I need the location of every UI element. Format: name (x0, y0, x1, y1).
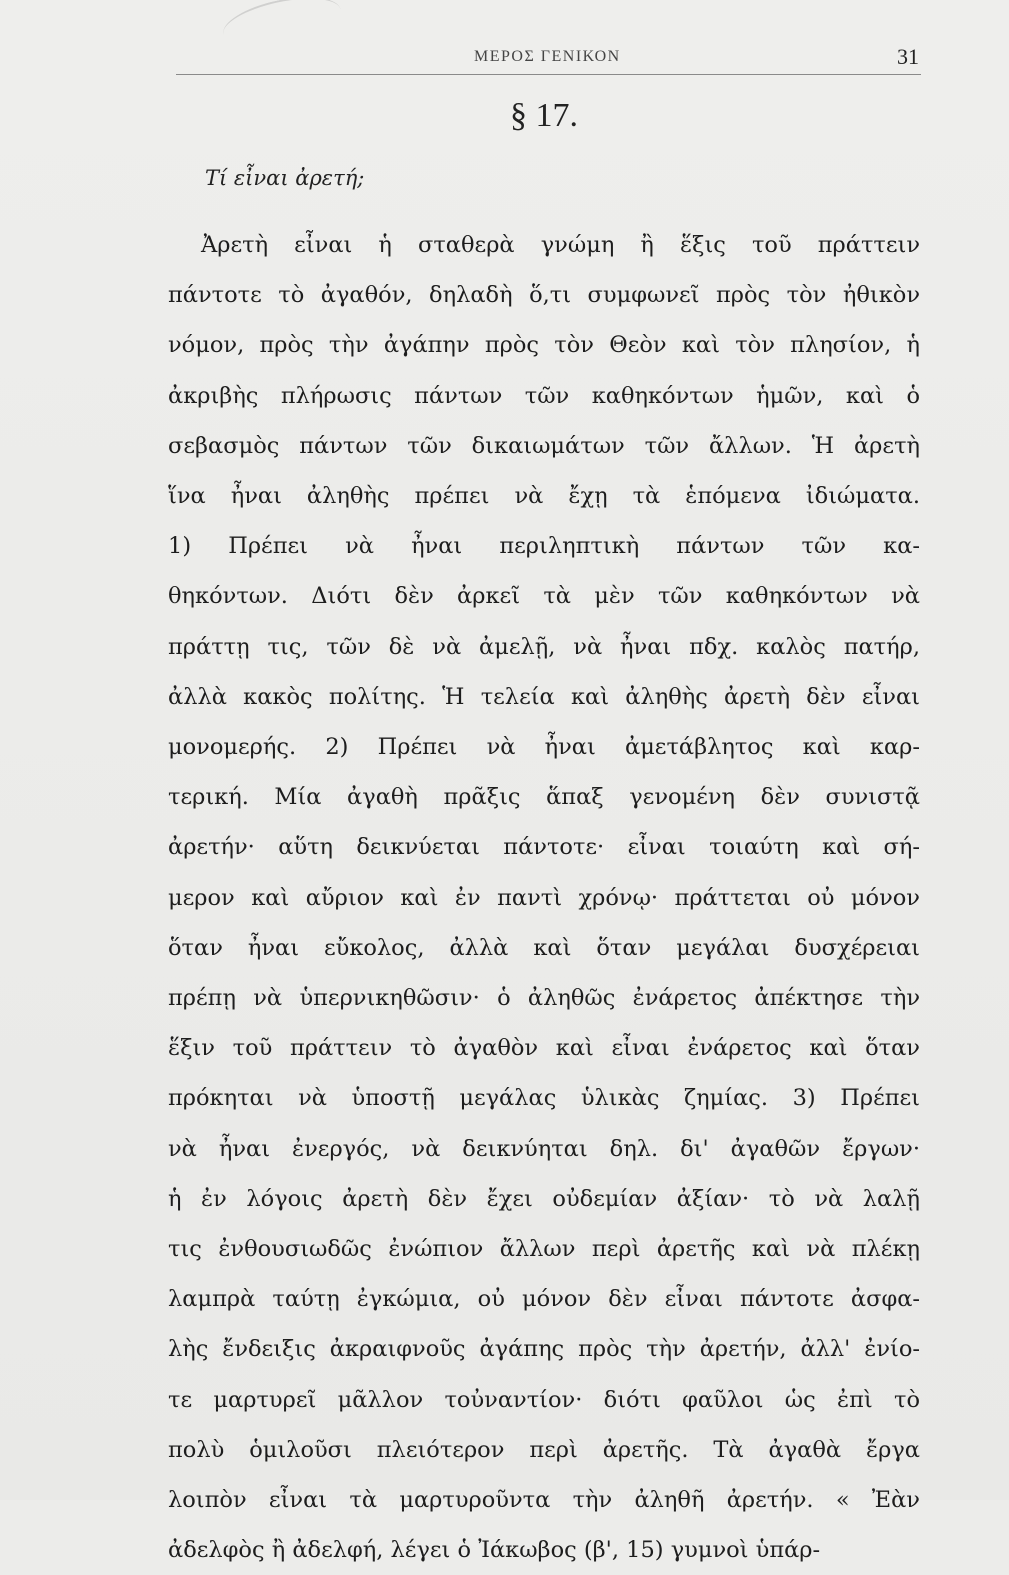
page-number: 31 (897, 44, 919, 69)
text-line: ἀρετήν· αὕτη δεικνύεται πάντοτε· εἶναι τοιαύτη καὶ σή- (168, 834, 920, 861)
text-line: πράττῃ τις, τῶν δὲ νὰ ἀμελῇ, νὰ ἦναι πδχ. καλὸς πατήρ, (168, 633, 920, 660)
section-heading: § 17. (510, 97, 578, 134)
text-line: Ἀρετὴ εἶναι ἡ σταθερὰ γνώμη ἢ ἕξις τοῦ πράττειν (201, 232, 920, 258)
text-line: νὰ ἦναι ἐνεργός, νὰ δεικνύηται δηλ. δι' ἀγαθῶν ἔργων· (168, 1135, 920, 1162)
running-title: ΜΕΡΟΣ ΓΕΝΙΚΟΝ (474, 48, 621, 65)
text-line: μερον καὶ αὔριον καὶ ἐν παντὶ χρόνῳ· πράττεται οὐ μόνον (168, 884, 920, 911)
header-rule (176, 74, 921, 75)
text-line: πολὺ ὁμιλοῦσι πλειότερον περὶ ἀρετῆς. Τὰ ἀγαθὰ ἔργα (168, 1436, 920, 1463)
text-line: θηκόντων. Διότι δὲν ἀρκεῖ τὰ μὲν τῶν καθηκόντων νὰ (168, 583, 920, 610)
text-line: πρέπῃ νὰ ὑπερνικηθῶσιν· ὁ ἀληθῶς ἐνάρετος ἀπέκτησε τὴν (168, 985, 920, 1012)
text-line: πρόκηται νὰ ὑποστῇ μεγάλας ὑλικὰς ζημίας. 3) Πρέπει (168, 1085, 920, 1112)
text-line: ἕξιν τοῦ πράττειν τὸ ἀγαθὸν καὶ εἶναι ἐνάρετος καὶ ὅταν (168, 1035, 920, 1062)
text-line: ἡ ἐν λόγοις ἀρετὴ δὲν ἔχει οὐδεμίαν ἀξίαν· τὸ νὰ λαλῇ (168, 1185, 920, 1212)
section-question: Τί εἶναι ἀρετή; (205, 166, 365, 190)
text-line: τε μαρτυρεῖ μᾶλλον τοὐναντίον· διότι φαῦλοι ὡς ἐπὶ τὸ (168, 1386, 920, 1413)
text-line: ἀκριβὴς πλήρωσις πάντων τῶν καθηκόντων ἡμῶν, καὶ ὁ (168, 382, 920, 409)
text-line: λοιπὸν εἶναι τὰ μαρτυροῦντα τὴν ἀληθῆ ἀρετήν. « Ἐὰν (168, 1487, 920, 1514)
text-line: νόμον, πρὸς τὴν ἀγάπην πρὸς τὸν Θεὸν καὶ τὸν πλησίον, ἡ (168, 332, 920, 359)
text-line: 1) Πρέπει νὰ ἦναι περιληπτικὴ πάντων τῶν κα- (168, 533, 920, 560)
body-text (168, 220, 920, 1575)
text-line: ἀλλὰ κακὸς πολίτης. Ἡ τελεία καὶ ἀληθὴς ἀρετὴ δὲν εἶναι (168, 683, 920, 710)
text-line: λὴς ἔνδειξις ἀκραιφνοῦς ἀγάπης πρὸς τὴν ἀρετήν, ἀλλ' ἐνίο- (168, 1336, 920, 1363)
text-line: ὅταν ἦναι εὔκολος, ἀλλὰ καὶ ὅταν μεγάλαι δυσχέρειαι (168, 934, 920, 961)
text-line: ἵνα ἦναι ἀληθὴς πρέπει νὰ ἔχῃ τὰ ἑπόμενα ἰδιώματα. (168, 483, 920, 510)
text-line: τερική. Μία ἀγαθὴ πρᾶξις ἅπαξ γενομένη δὲν συνιστᾷ (168, 784, 920, 811)
text-line: σεβασμὸς πάντων τῶν δικαιωμάτων τῶν ἄλλων. Ἡ ἀρετὴ (168, 432, 920, 459)
text-line: τις ἐνθουσιωδῶς ἐνώπιον ἄλλων περὶ ἀρετῆς καὶ νὰ πλέκῃ (168, 1236, 920, 1263)
running-header (0, 44, 1009, 72)
text-line: μονομερής. 2) Πρέπει νὰ ἦναι ἀμετάβλητος καὶ καρ- (168, 734, 920, 761)
text-line: λαμπρὰ ταύτῃ ἐγκώμια, οὐ μόνον δὲν εἶναι πάντοτε ἀσφα- (168, 1286, 920, 1313)
text-line: ἀδελφὸς ἢ ἀδελφή, λέγει ὁ Ἰάκωβος (β', 15) γυμνοὶ ὑπάρ- (168, 1537, 821, 1564)
text-line: πάντοτε τὸ ἀγαθόν, δηλαδὴ ὅ,τι συμφωνεῖ πρὸς τὸν ἠθικὸν (168, 282, 920, 309)
